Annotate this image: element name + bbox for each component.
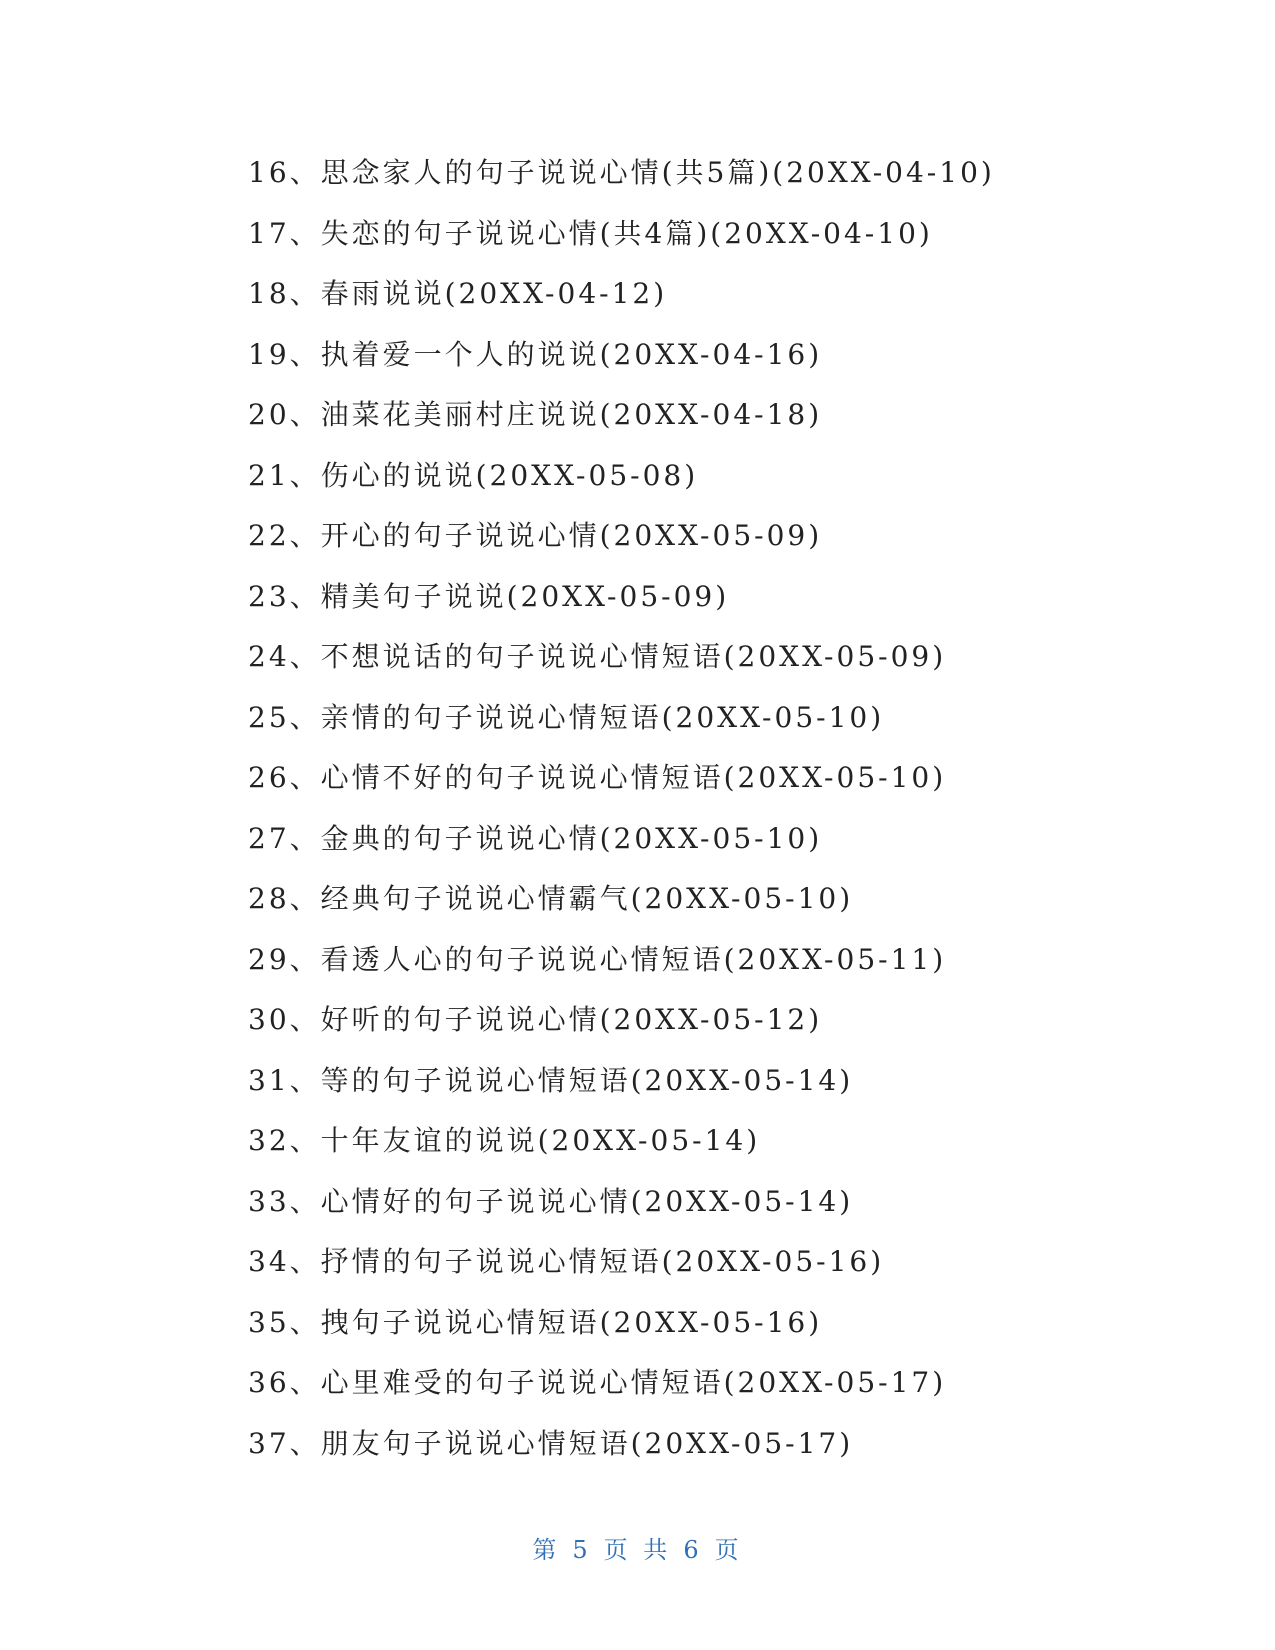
toc-entry: 22、开心的句子说说心情(20XX-05-09) [248,519,823,552]
toc-entry: 21、伤心的说说(20XX-05-08) [248,458,699,492]
footer-mid: 页 共 [603,1536,672,1564]
page-footer [0,1530,1275,1565]
toc-entry: 32、十年友谊的说说(20XX-05-14) [248,1124,761,1157]
toc-entry: 30、好听的句子说说心情(20XX-05-12) [248,1003,823,1036]
toc-entry: 27、金典的句子说说心情(20XX-05-10) [248,821,823,855]
toc-entry: 18、春雨说说(20XX-04-12) [248,277,668,310]
toc-entry: 25、亲情的句子说说心情短语(20XX-05-10) [248,700,885,734]
toc-entry: 24、不想说话的句子说说心情短语(20XX-05-09) [248,640,947,673]
toc-entry: 20、油菜花美丽村庄说说(20XX-04-18) [248,398,823,431]
total-page-count: 6 [683,1536,703,1564]
footer-prefix: 第 [532,1536,561,1564]
toc-entry: 23、精美句子说说(20XX-05-09) [248,579,730,613]
footer-suffix: 页 [714,1536,743,1564]
toc-entry: 16、思念家人的句子说说心情(共5篇)(20XX-04-10) [248,156,995,189]
toc-entry: 34、抒情的句子说说心情短语(20XX-05-16) [248,1245,885,1278]
toc-entry: 29、看透人心的句子说说心情短语(20XX-05-11) [248,942,947,976]
toc-entry: 36、心里难受的句子说说心情短语(20XX-05-17) [248,1366,947,1399]
toc-entry: 35、拽句子说说心情短语(20XX-05-16) [248,1305,823,1339]
toc-entry: 19、执着爱一个人的说说(20XX-04-16) [248,337,823,371]
toc-entry: 37、朋友句子说说心情短语(20XX-05-17) [248,1426,854,1460]
toc-entry: 31、等的句子说说心情短语(20XX-05-14) [248,1063,854,1097]
toc-entry: 33、心情好的句子说说心情(20XX-05-14) [248,1184,854,1218]
toc-entry: 28、经典句子说说心情霸气(20XX-05-10) [248,882,854,915]
toc-entry: 26、心情不好的句子说说心情短语(20XX-05-10) [248,761,947,794]
toc-entry: 17、失恋的句子说说心情(共4篇)(20XX-04-10) [248,216,933,250]
current-page-number: 5 [572,1536,592,1564]
table-of-contents [248,143,1208,1474]
